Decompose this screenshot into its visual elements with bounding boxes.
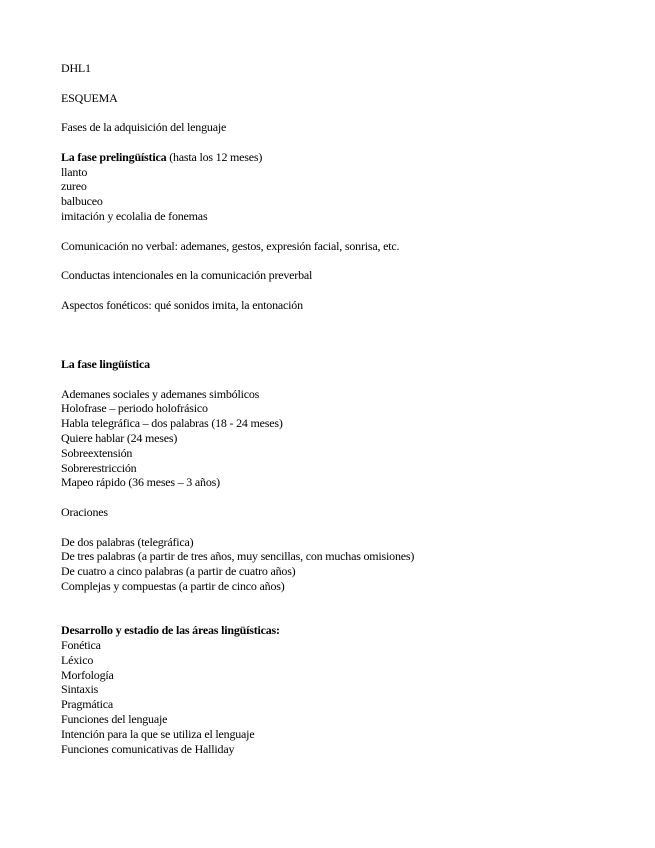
list-item: Sobrerestricción xyxy=(61,460,137,475)
list-item: De cuatro a cinco palabras (a partir de cuatro años) xyxy=(61,564,296,579)
list-item: De tres palabras (a partir de tres años, muy sencillas, con muchas omisiones) xyxy=(61,549,415,564)
list-item: zureo xyxy=(61,179,87,194)
doc-subtitle: Fases de la adquisición del lenguaje xyxy=(61,120,227,135)
development-heading: Desarrollo y estadio de las áreas lingüísticas: xyxy=(61,623,280,638)
list-item: imitación y ecolalia de fonemas xyxy=(61,208,208,223)
list-item: Mapeo rápido (36 meses – 3 años) xyxy=(61,475,220,490)
linguistic-heading: La fase lingüística xyxy=(61,356,150,371)
list-item: Morfología xyxy=(61,667,114,682)
list-item: Holofrase – periodo holofrásico xyxy=(61,401,208,416)
doc-id: DHL1 xyxy=(61,61,91,75)
list-item: Ademanes sociales y ademanes simbólicos xyxy=(61,386,260,401)
list-item: Funciones del lenguaje xyxy=(61,712,168,727)
list-item: Fonética xyxy=(61,638,101,653)
document-page xyxy=(61,61,621,756)
list-item: De dos palabras (telegráfica) xyxy=(61,534,194,549)
prelinguistic-heading: La fase prelingüística xyxy=(61,149,167,164)
list-item: Léxico xyxy=(61,652,94,667)
list-item: Pragmática xyxy=(61,697,113,712)
list-item: Quiere hablar (24 meses) xyxy=(61,430,178,445)
list-item: Habla telegráfica – dos palabras (18 - 24 meses) xyxy=(61,416,283,431)
sentences-heading: Oraciones xyxy=(61,504,108,519)
doc-title: ESQUEMA xyxy=(61,90,118,105)
phonetic-text: Aspectos fonéticos: qué sonidos imita, la entonación xyxy=(61,297,303,312)
nonverbal-text: Comunicación no verbal: ademanes, gestos, expresión facial, sonrisa, etc. xyxy=(61,238,400,253)
list-item: Funciones comunicativas de Halliday xyxy=(61,741,235,756)
list-item: llanto xyxy=(61,164,88,179)
list-item: Intención para la que se utiliza el lenguaje xyxy=(61,726,255,741)
prelinguistic-heading-note: (hasta los 12 meses) xyxy=(166,149,263,164)
list-item: balbuceo xyxy=(61,194,103,209)
list-item: Complejas y compuestas (a partir de cinco años) xyxy=(61,578,285,593)
intentional-text: Conductas intencionales en la comunicación preverbal xyxy=(61,268,313,283)
list-item: Sobreextensión xyxy=(61,445,133,460)
prelinguistic-heading-line xyxy=(61,150,621,165)
list-item: Sintaxis xyxy=(61,682,99,697)
